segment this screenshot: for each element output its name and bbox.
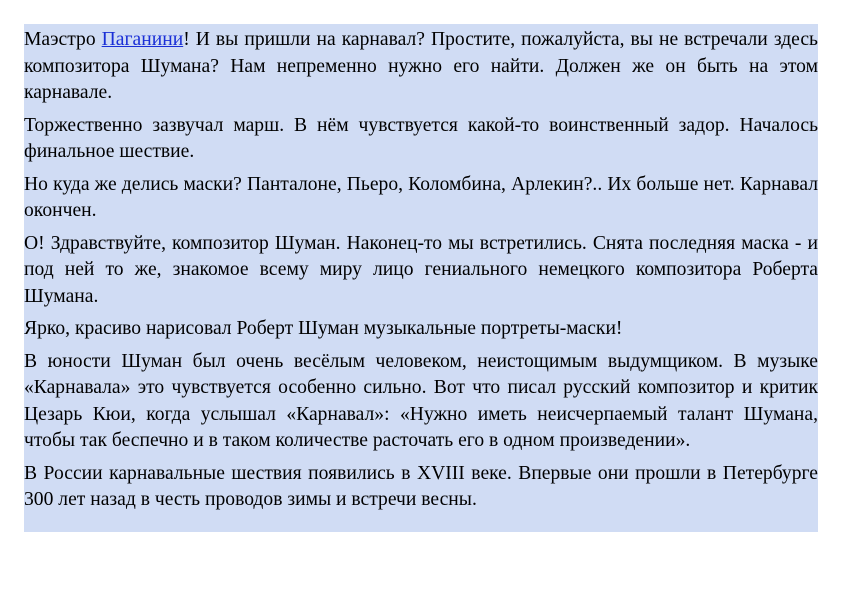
paragraph-7: В России карнавальные шествия появились в XVIII веке. Впервые они прошли в Петербурге 300 лет назад в честь проводов зимы и встречи весны.: [24, 462, 818, 510]
paragraph-6: В юности Шуман был очень весёлым человеком, неистощимым выдумщиком. В музыке «Карнавала» это чувствуется особенно сильно. Вот что писал русский композитор и критик Цезарь Кюи, когда услышал «Карнавал»: «Нужно иметь неисчерпаемый талант Шумана, чтобы так беспечно и в таком количестве расточать его в одном произведении».: [24, 350, 818, 451]
paragraph-4: О! Здравствуйте, композитор Шуман. Наконец-то мы встретились. Снята последняя маска - и под ней то же, знакомое всему миру лицо гениального немецкого композитора Роберта Шумана.: [24, 232, 818, 307]
text-block: [24, 24, 818, 532]
paragraph-5: Ярко, красиво нарисовал Роберт Шуман музыкальные портреты-маски!: [24, 318, 623, 339]
paragraph-2: Торжественно зазвучал марш. В нём чувствуется какой-то воинственный задор. Началось финальное шествие.: [24, 114, 818, 162]
paragraph-1: [24, 27, 818, 107]
paragraph-1-lead: Маэстро: [24, 29, 102, 50]
paganini-link[interactable]: Паганини: [101, 29, 184, 50]
paragraph-3: Но куда же делись маски? Панталоне, Пьеро, Коломбина, Арлекин?.. Их больше нет. Карнавал окончен.: [24, 173, 818, 221]
paragraph-1-text: ! И вы пришли на карнавал? Простите, пожалуйста, вы не встречали здесь композитора Шумана? Нам непременно нужно его найти. Должен же он быть на этом карнавале.: [24, 29, 818, 103]
